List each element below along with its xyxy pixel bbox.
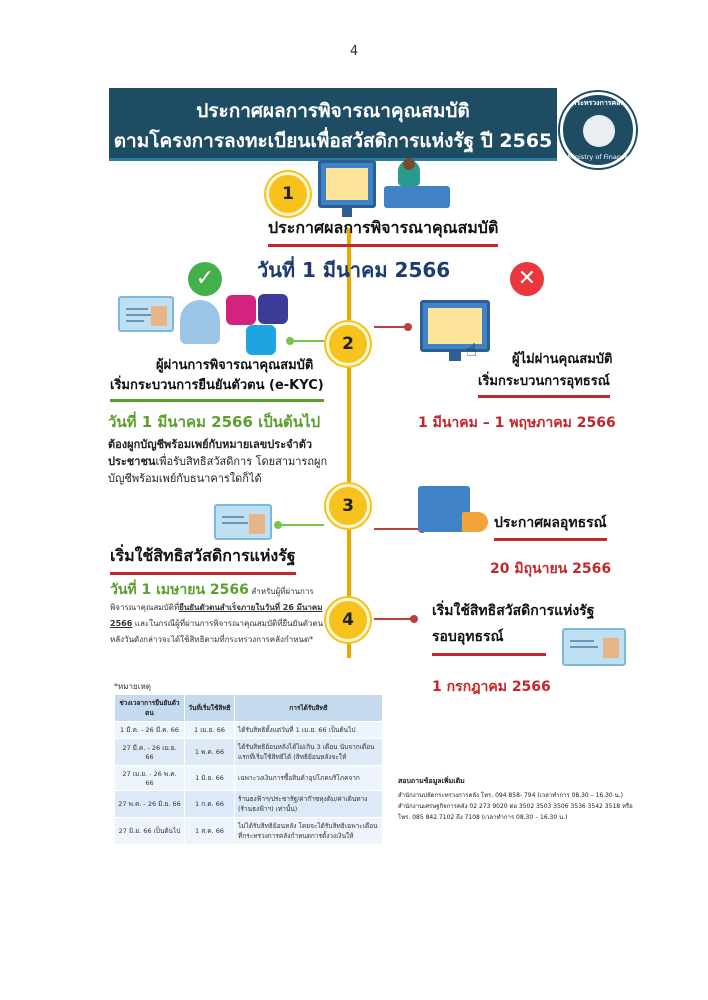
step-1-badge: 1	[266, 172, 310, 216]
table-cell: 1 เม.ย. 66	[185, 722, 235, 739]
table-cell: ไม่ได้รับสิทธิย้อนหลัง โดยจะได้รับสิทธิเฉพาะเดือนที่กระทรวงการคลังกำหนดการตั้งวงเงินให้	[235, 818, 383, 845]
conditions-table	[114, 694, 383, 845]
connector-right-2	[374, 326, 408, 328]
table-cell: 1 มี.ค. - 26 มี.ค. 66	[115, 722, 185, 739]
table-cell: ได้รับสิทธิตั้งแต่วันที่ 1 เม.ย. 66 เป็นต้นไป	[235, 722, 383, 739]
step-3-badge: 3	[326, 484, 370, 528]
table-row	[115, 722, 383, 739]
banner-title-line1: ประกาศผลการพิจารณาคุณสมบัติ	[196, 100, 470, 122]
step1-title: ประกาศผลการพิจารณาคุณสมบัติ	[268, 216, 498, 247]
connector-dot	[410, 615, 418, 623]
check-icon: ✓	[188, 262, 222, 296]
failed-date: 1 มีนาคม – 1 พฤษภาคม 2566	[418, 415, 616, 431]
connector-right-4	[374, 618, 414, 620]
connector-left-2	[290, 340, 324, 342]
logo-text-english: Ministry of Finance	[567, 153, 629, 161]
connector-dot	[286, 337, 294, 345]
passed-date: วันที่ 1 มีนาคม 2566 เป็นต้นไป	[108, 413, 321, 431]
table-cell: 1 พ.ค. 66	[185, 739, 235, 766]
table-header: ช่วงเวลาการยืนยันตัวตน	[115, 695, 185, 722]
computer-monitor-icon	[318, 160, 376, 208]
start-title: เริ่มใช้สิทธิสวัสดิการแห่งรัฐ	[110, 544, 296, 575]
table-cell: 27 มิ.ย. 66 เป็นต้นไป	[115, 818, 185, 845]
start-text-b: และในกรณีผู้ที่ผ่านการพิจารณาคุณสมบัติที่ยืนยันตัวตนหลังวันดังกล่าวจะได้ใช้สิทธิตามที่กระทรวงการคลังกำหนด*	[110, 619, 324, 644]
start-text-a: สำหรับผู้ที่ผ่านการพิจารณาคุณสมบัติที่	[110, 587, 314, 612]
desk-icon	[384, 186, 450, 208]
table-cell: ได้รับสิทธิย้อนหลังได้ไม่เกิน 3 เดือน นับจากเดือนแรกที่เริ่มใช้สิทธิได้ (สิทธิย้อนหลังจะให้	[235, 739, 383, 766]
logo-emblem-icon	[583, 115, 615, 147]
table-cell: 27 มี.ค. - 26 เม.ย. 66	[115, 739, 185, 766]
connector-left-3	[278, 524, 324, 526]
krungthai-app-icon	[246, 325, 276, 355]
ministry-of-finance-logo	[560, 92, 636, 168]
step3-title: ประกาศผลอุทธรณ์	[494, 512, 607, 541]
failed-title-line2: เริ่มกระบวนการอุทธรณ์	[478, 370, 610, 398]
table-cell: เฉพาะวงเงินการซื้อสินค้าอุปโภคบริโภคจาก	[235, 766, 383, 791]
step3-date: 20 มิถุนายน 2566	[490, 561, 612, 577]
appeal-monitor-icon	[420, 300, 490, 352]
start-text-bold: ยืนยันตัวตนสำเร็จภายในวันที่ 26 มีนาคม 2566	[110, 603, 323, 628]
table-cell: 1 ส.ค. 66	[185, 818, 235, 845]
passed-title-line1: ผู้ผ่านการพิจารณาคุณสมบัติ	[156, 358, 314, 373]
table-cell: 27 เม.ย. - 26 พ.ค. 66	[115, 766, 185, 791]
hand-cursor-icon: ☝	[466, 340, 477, 361]
start-description	[110, 582, 326, 648]
contact-info	[398, 776, 646, 823]
step4-title-line2: รอบอุทธรณ์	[432, 626, 546, 656]
title-banner	[109, 88, 557, 161]
table-row	[115, 818, 383, 845]
start-date: วันที่ 1 เมษายน 2566	[110, 582, 249, 598]
connector-dot	[404, 323, 412, 331]
megaphone-icon	[462, 512, 488, 532]
timeline-spine	[347, 228, 351, 658]
passed-note-bold: ต้องผูกบัญชีพร้อมเพย์กับหมายเลขประจำตัวประชาชน	[108, 438, 313, 468]
x-icon: ✕	[510, 262, 544, 296]
face-scan-icon	[180, 300, 220, 344]
krungthai-next-app-icon	[258, 294, 288, 324]
banner-title-line2: ตามโครงการลงทะเบียนเพื่อสวัสดิการแห่งรัฐ ปี 2565	[113, 130, 553, 152]
step1-date: วันที่ 1 มีนาคม 2566	[257, 258, 451, 282]
id-card-icon	[118, 296, 174, 332]
passed-title-line2: เริ่มกระบวนการยืนยันตัวตน (e-KYC)	[110, 374, 324, 402]
table-cell: 1 ก.ค. 66	[185, 791, 235, 818]
passed-note	[108, 436, 330, 487]
step-2-badge: 2	[326, 322, 370, 366]
table-row	[115, 766, 383, 791]
appeal-welfare-card-icon	[562, 628, 626, 666]
contact-line: สำนักงานเศรษฐกิจการคลัง 02 273 9020 ต่อ 3502 3503 3506 3536 3542 3518 หรือ	[398, 803, 633, 810]
connector-dot	[274, 521, 282, 529]
contact-line: สำนักงานปลัดกระทรวงการคลัง โทร. 094 858- 794 (เวลาทำการ 08.30 – 16.30 น.)	[398, 792, 623, 799]
step4-date: 1 กรกฎาคม 2566	[432, 679, 551, 695]
failed-title-line1: ผู้ไม่ผ่านคุณสมบัติ	[512, 352, 613, 367]
table-cell: 27 พ.ค. - 26 มิ.ย. 66	[115, 791, 185, 818]
table-header: การได้รับสิทธิ	[235, 695, 383, 722]
contact-title: สอบถามข้อมูลเพิ่มเติม	[398, 777, 465, 785]
step4-title-line1: เริ่มใช้สิทธิสวัสดิการแห่งรัฐ	[432, 603, 595, 619]
passed-note-rest: เพื่อรับสิทธิสวัสดิการ โดยสามารถผูกบัญชีพร้อมเพย์กับธนาคารใดก็ได้	[108, 455, 328, 485]
table-cell: ร้านธงฟ้าฯ/ประชารัฐ/ค่าก๊าซหุงต้ม/ค่าเดินทาง (ร้านธงฟ้าฯ) เท่านั้น)	[235, 791, 383, 818]
step-4-badge: 4	[326, 598, 370, 642]
table-row	[115, 739, 383, 766]
table-note: *หมายเหตุ	[114, 682, 151, 691]
staff-head-icon	[403, 158, 415, 170]
paotang-app-icon	[226, 295, 256, 325]
logo-text-thai: กระทรวงการคลัง	[572, 99, 624, 107]
contact-line: โทร. 085 842 7102 ถึง 7108 (เวลาทำการ 08.30 – 16.30 น.)	[398, 814, 568, 821]
table-cell: 1 มิ.ย. 66	[185, 766, 235, 791]
table-row	[115, 791, 383, 818]
table-header: วันที่เริ่มใช้สิทธิ	[185, 695, 235, 722]
connector-right-3	[374, 528, 422, 530]
page-number: 4	[349, 44, 359, 59]
welfare-card-icon	[214, 504, 272, 540]
